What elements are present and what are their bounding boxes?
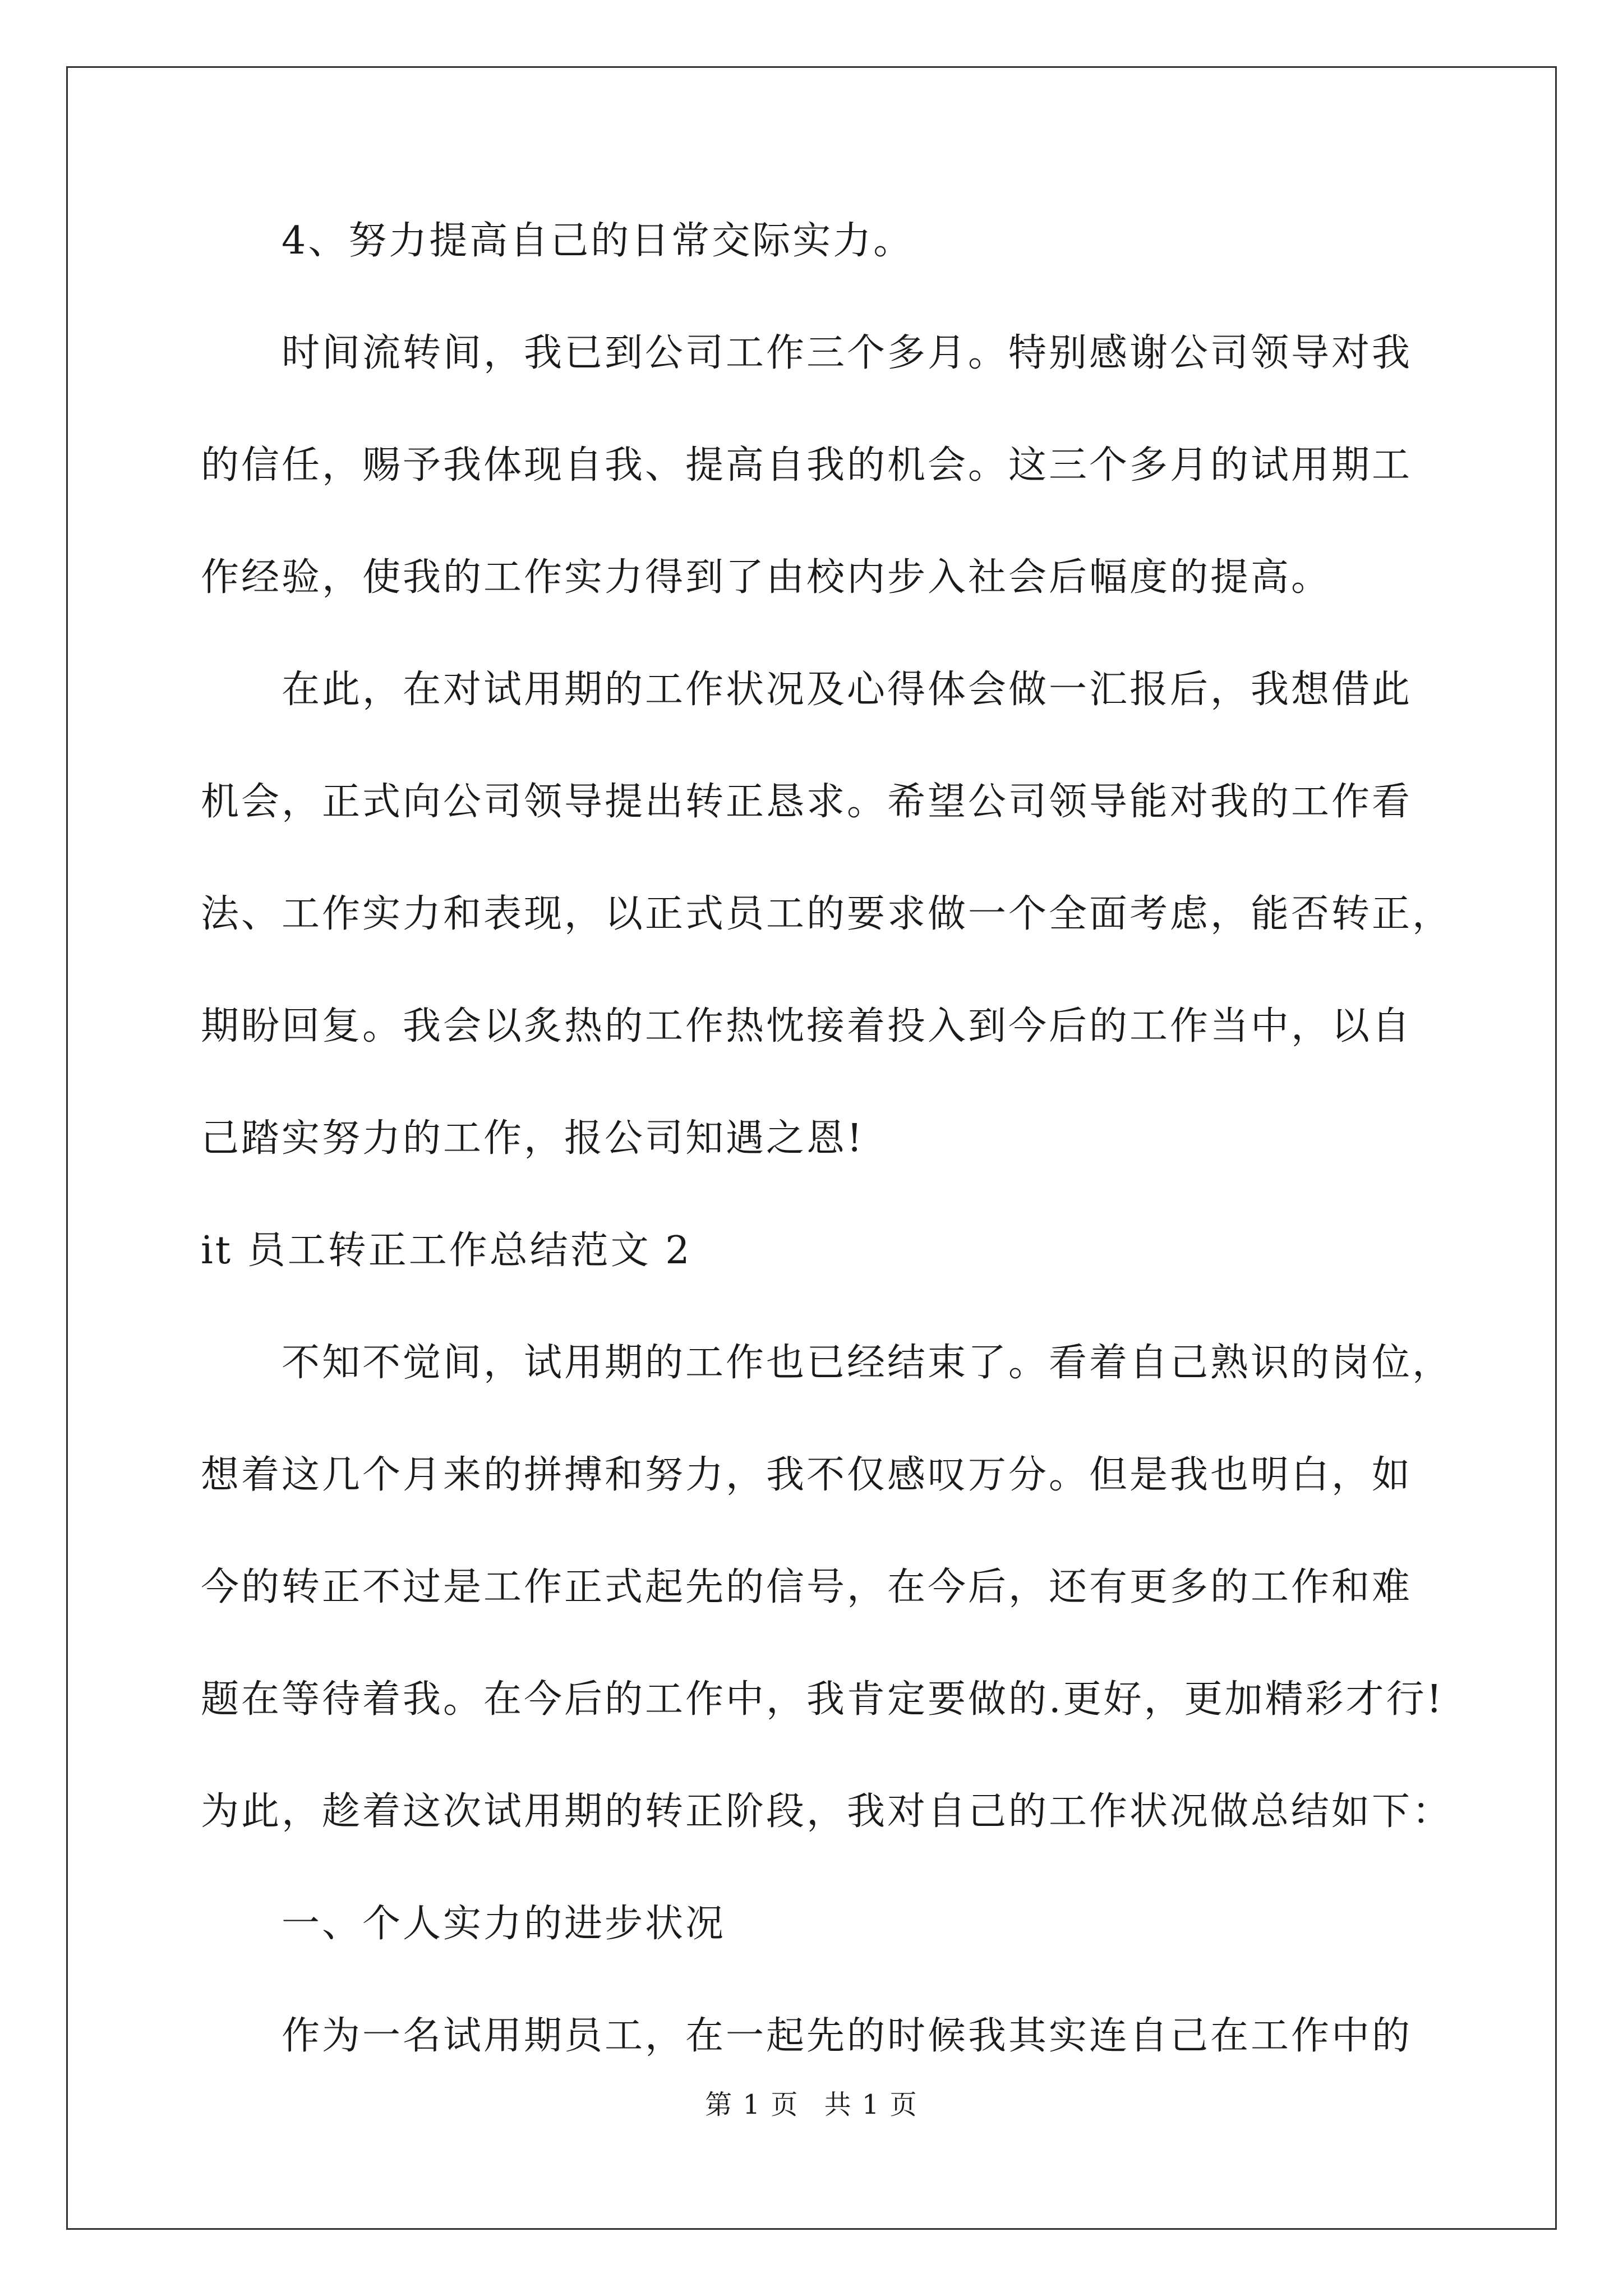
subsection-heading: 一、个人实力的进步状况 bbox=[282, 1902, 726, 1946]
paragraph-line: 机会，正式向公司领导提出转正恳求。希望公司领导能对我的工作看 bbox=[201, 780, 1413, 824]
page-footer bbox=[0, 2088, 1623, 2122]
paragraph-line: 期盼回复。我会以炙热的工作热忱接着投入到今后的工作当中，以自 bbox=[201, 1004, 1413, 1048]
section-heading: it 员工转正工作总结范文 2 bbox=[201, 1228, 692, 1273]
paragraph-line: 的信任，赐予我体现自我、提高自我的机会。这三个多月的试用期工 bbox=[201, 443, 1413, 487]
paragraph-line: 在此，在对试用期的工作状况及心得体会做一汇报后，我想借此 bbox=[282, 668, 1413, 712]
paragraph-line: 作经验，使我的工作实力得到了由校内步入社会后幅度的提高。 bbox=[201, 555, 1332, 600]
paragraph-line: 4、努力提高自己的日常交际实力。 bbox=[282, 219, 914, 263]
page-total: 共 1 页 bbox=[824, 2089, 918, 2120]
paragraph-line: 不知不觉间，试用期的工作也已经结束了。看着自己熟识的岗位， bbox=[282, 1341, 1453, 1385]
paragraph-line: 己踏实努力的工作，报公司知遇之恩! bbox=[201, 1116, 865, 1161]
paragraph-line: 作为一名试用期员工，在一起先的时候我其实连自己在工作中的 bbox=[282, 2014, 1413, 2058]
paragraph-line: 今的转正不过是工作正式起先的信号，在今后，还有更多的工作和难 bbox=[201, 1565, 1413, 1609]
document-body bbox=[201, 213, 1451, 2120]
paragraph-line: 法、工作实力和表现，以正式员工的要求做一个全面考虑，能否转正， bbox=[201, 892, 1453, 936]
paragraph-line: 题在等待着我。在今后的工作中，我肯定要做的.更好，更加精彩才行! bbox=[201, 1677, 1444, 1722]
paragraph-line: 时间流转间，我已到公司工作三个多月。特别感谢公司领导对我 bbox=[282, 331, 1413, 375]
paragraph-line: 为此，趁着这次试用期的转正阶段，我对自己的工作状况做总结如下： bbox=[201, 1789, 1453, 1834]
paragraph-line: 想着这几个月来的拼搏和努力，我不仅感叹万分。但是我也明白，如 bbox=[201, 1453, 1413, 1497]
page-number: 第 1 页 bbox=[705, 2089, 799, 2120]
